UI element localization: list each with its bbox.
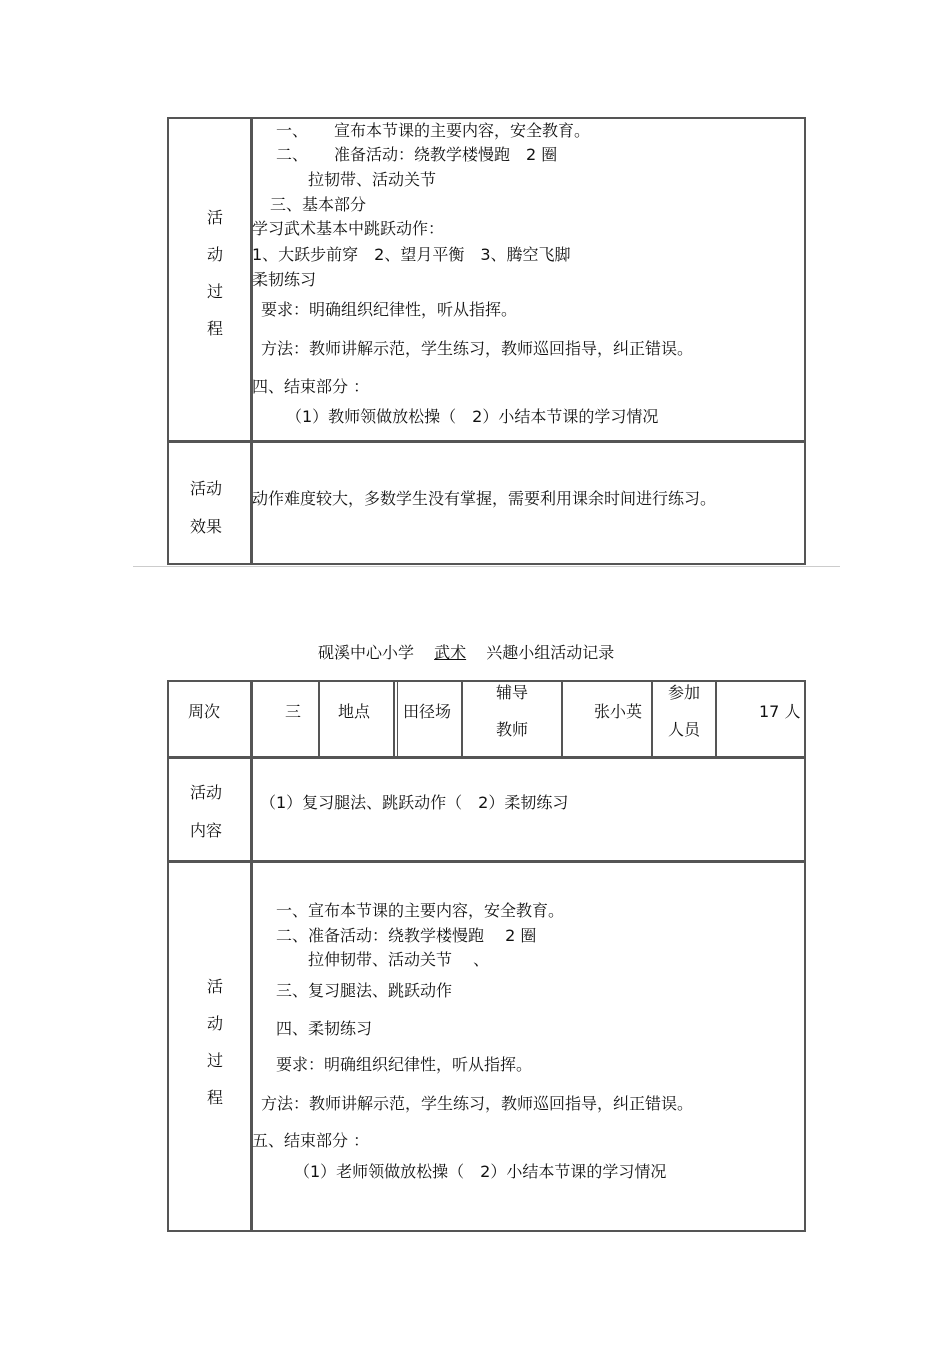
header-cell-divider [561,680,563,757]
process-line: 要求：明确组织纪律性，听从指挥。 [276,1055,533,1074]
process-line: 一、宣布本节课的主要内容，安全教育。 [276,901,565,920]
table-2-row-divider [167,860,806,863]
process-line: 准备活动：绕教学楼慢跑 2 圈 [334,145,558,164]
process-line: 1、大跃步前穿 2、望月平衡 3、腾空飞脚 [252,245,571,264]
people-value: 17 人 [759,702,801,721]
table-2-row-divider [167,756,806,759]
process-line: 方法：教师讲解示范，学生练习，教师巡回指导，纠正错误。 [261,339,694,358]
process-label-2: 活 动 过 程 [206,977,223,1107]
title-subject: 武术 [434,643,467,662]
content-label: 活动 内容 [189,783,222,840]
header-cell-divider [461,680,463,757]
week-value: 三 [285,702,302,721]
place-value: 田径场 [403,702,452,721]
process-line: 二、 [276,145,309,164]
process-line: （1）教师领做放松操（ 2）小结本节课的学习情况 [286,407,659,426]
process-line: 四、结束部分 ： [252,377,370,396]
week-label: 周次 [188,702,221,721]
process-line: 五、结束部分 ： [252,1131,370,1150]
process-line: 三、复习腿法、跳跃动作 [276,981,453,1000]
header-cell-divider [393,680,395,757]
effect-label: 活动 效果 [189,479,222,536]
table-1-row-divider [167,440,806,443]
page-divider [133,566,840,567]
teacher-value: 张小英 [594,702,643,721]
header-cell-divider [397,680,398,757]
header-cell-divider [715,680,717,757]
record-title: 砚溪中心小学 武术 兴趣小组活动记录 [318,643,615,662]
process-line: 二、准备活动：绕教学楼慢跑 2 圈 [276,926,537,945]
process-line: 要求：明确组织纪律性，听从指挥。 [261,300,518,319]
process-line: 四、柔韧练习 [276,1019,373,1038]
people-label: 参加 人员 [667,683,700,739]
header-cell-divider [651,680,653,757]
process-line: 拉韧带、活动关节 [308,170,437,189]
process-line: 学习武术基本中跳跃动作： [252,219,445,238]
teacher-label: 辅导 教师 [495,683,528,739]
process-line: 拉伸韧带、活动关节 、 [308,950,490,969]
process-line: 方法：教师讲解示范，学生练习，教师巡回指导，纠正错误。 [261,1094,694,1113]
process-line: 柔韧练习 [252,270,317,289]
process-line: 宣布本节课的主要内容，安全教育。 [334,121,591,140]
effect-text: 动作难度较大，多数学生没有掌握，需要利用课余时间进行练习。 [252,489,717,508]
process-label-1: 活 动 过 程 [206,208,223,338]
process-line: 一、 [276,121,309,140]
process-line: 三、基本部分 [270,195,367,214]
place-label: 地点 [338,702,371,721]
process-line: （1）老师领做放松操（ 2）小结本节课的学习情况 [294,1162,667,1181]
header-cell-divider [318,680,320,757]
content-text: （1）复习腿法、跳跃动作（ 2）柔韧练习 [260,793,569,812]
